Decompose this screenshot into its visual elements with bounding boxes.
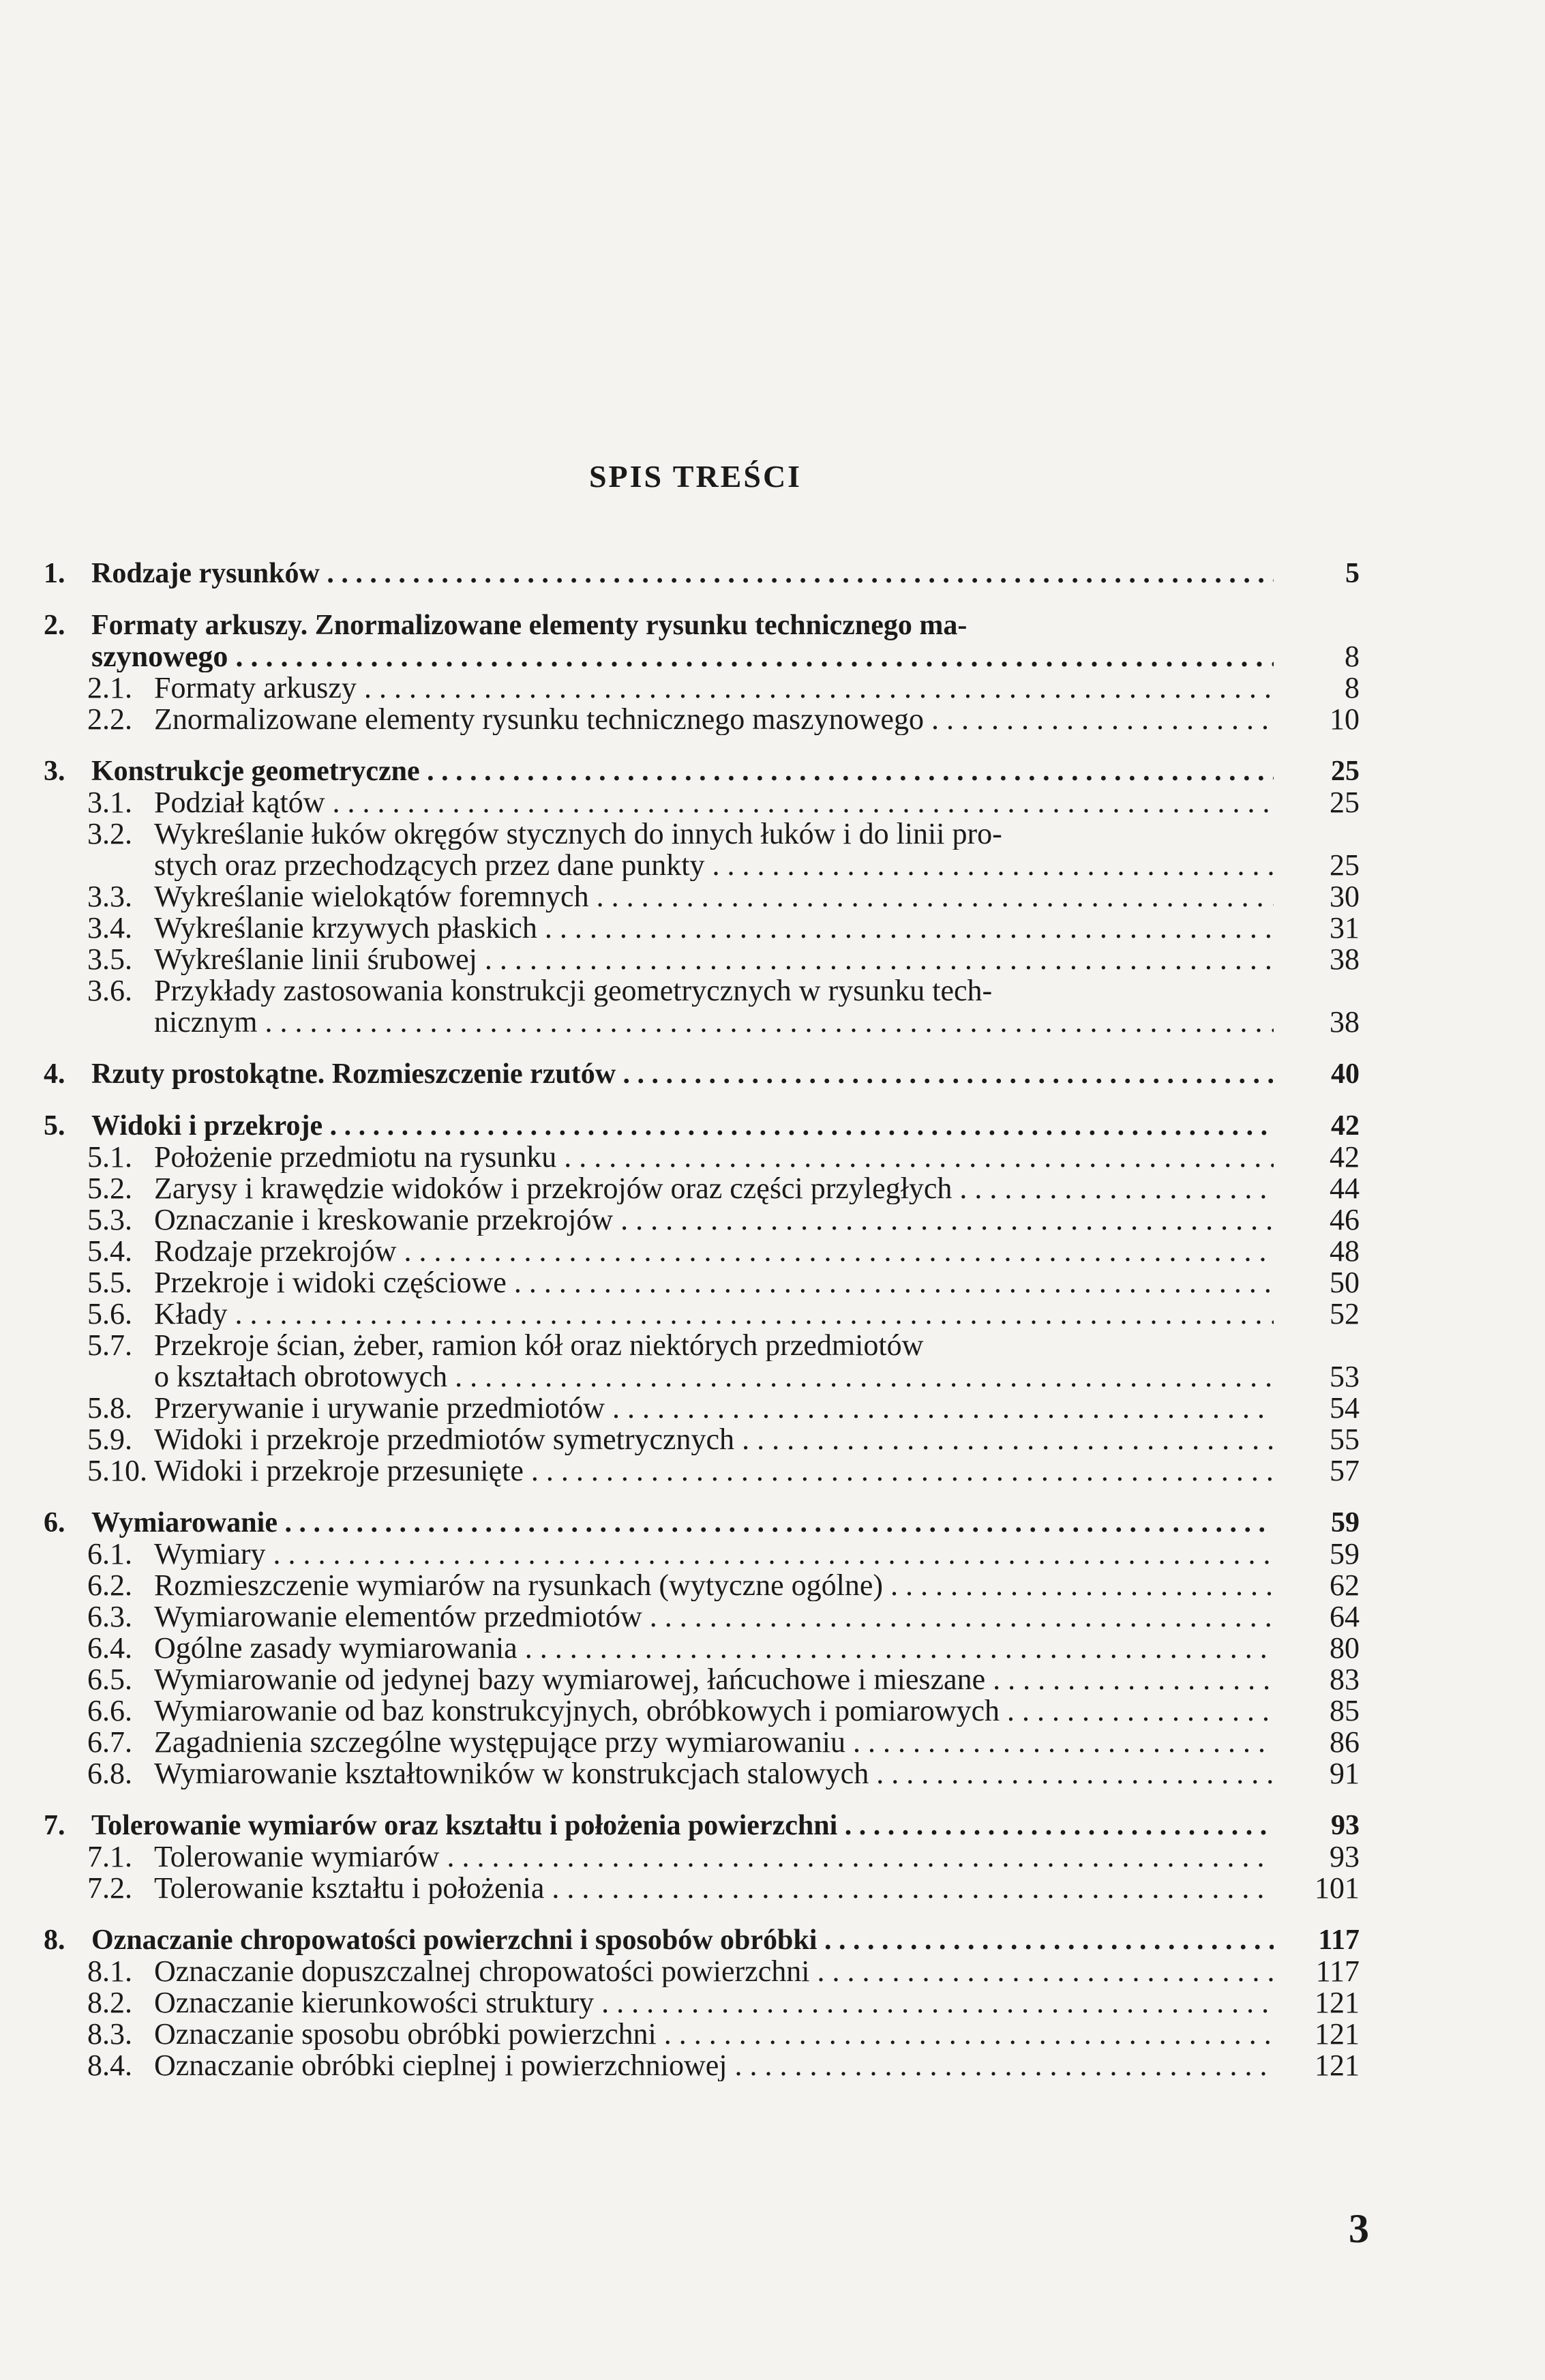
toc-entry-title: Wymiarowanie elementów przedmiotów . . .	[154, 1601, 1274, 1633]
toc-entry-number: 5.4.	[87, 1234, 132, 1268]
toc-entry-number: 8.4.	[87, 2049, 132, 2082]
toc-entry-number: 7.	[44, 1810, 65, 1841]
toc-entry-number: 3.4.	[87, 911, 132, 944]
toc-entry-page: 42	[1331, 1110, 1360, 1142]
toc-entry-title: Formaty arkuszy. Znormalizowane elementy rysunku technicznego ma-	[91, 610, 967, 641]
toc-entry-number: 6.	[44, 1507, 65, 1538]
toc-entry-title: Tolerowanie kształtu i położenia . . .	[154, 1873, 1274, 1904]
toc-entry-title: nicznym . . .	[154, 1007, 1274, 1038]
toc-subsection-row	[44, 1873, 1360, 1904]
toc-entry-number: 6.2.	[87, 1568, 132, 1602]
toc-entry-page: 55	[1330, 1423, 1360, 1456]
toc-entry-number: 5.2.	[87, 1172, 132, 1205]
toc-entry-page: 38	[1330, 942, 1360, 976]
toc-subsection-row	[44, 2050, 1360, 2081]
toc-entry-page: 93	[1331, 1810, 1360, 1841]
toc-subsection-row	[44, 1424, 1360, 1455]
toc-subsection-row	[44, 1956, 1360, 1987]
toc-entry-number: 5.	[44, 1110, 65, 1142]
toc-entry-page: 48	[1330, 1234, 1360, 1268]
toc-entry-page: 31	[1330, 911, 1360, 944]
toc-subsection-row	[44, 1727, 1360, 1758]
toc-chapter-row	[44, 756, 1360, 787]
toc-entry-title: Widoki i przekroje przesunięte . . .	[154, 1455, 1274, 1487]
toc-entry-page: 8	[1345, 640, 1360, 673]
section-gap	[44, 1038, 1360, 1058]
toc-entry-title: Oznaczanie dopuszczalnej chropowatości powierzchni . . .	[154, 1956, 1274, 1987]
toc-subsection-row	[44, 1633, 1360, 1664]
toc-entry-title: Przerywanie i urywanie przedmiotów . . .	[154, 1393, 1274, 1424]
toc-entry-title: Rzuty prostokątne. Rozmieszczenie rzutów . . .	[91, 1058, 1274, 1090]
toc-entry-page: 117	[1318, 1924, 1360, 1956]
section-gap	[44, 1090, 1360, 1110]
toc-subsection-row	[44, 1393, 1360, 1424]
toc-entry-title: Wykreślanie wielokątów foremnych . . .	[154, 881, 1274, 912]
toc-entry-title: o kształtach obrotowych . . .	[154, 1361, 1274, 1393]
toc-entry-title: Rozmieszczenie wymiarów na rysunkach (wytyczne ogólne) . . .	[154, 1570, 1274, 1601]
toc-subsection-row	[44, 1173, 1360, 1204]
toc-entry-number: 6.7.	[87, 1725, 132, 1759]
toc-chapter-row	[44, 1058, 1360, 1090]
section-gap	[44, 1904, 1360, 1924]
toc-chapter-row	[44, 641, 1360, 672]
toc-entry-title: szynowego . . .	[91, 641, 1274, 672]
toc-chapter-row	[44, 1110, 1360, 1142]
toc-entry-page: 86	[1330, 1725, 1360, 1759]
toc-entry-number: 3.	[44, 756, 65, 787]
toc-entry-page: 121	[1315, 2049, 1360, 2082]
toc-chapter-row	[44, 558, 1360, 589]
toc-subsection-row	[44, 704, 1360, 735]
toc-entry-number: 3.3.	[87, 880, 132, 913]
toc-entry-page: 46	[1330, 1203, 1360, 1236]
toc-entry-title: Wymiarowanie . . .	[91, 1507, 1274, 1538]
toc-entry-number: 8.1.	[87, 1954, 132, 1988]
toc-entry-title: Wykreślanie linii śrubowej . . .	[154, 944, 1274, 975]
toc-subsection-row	[44, 787, 1360, 818]
toc-entry-page: 25	[1331, 756, 1360, 787]
toc-entry-title: Położenie przedmiotu na rysunku . . .	[154, 1142, 1274, 1173]
toc-entry-number: 6.8.	[87, 1757, 132, 1790]
toc-entry-number: 5.7.	[87, 1328, 132, 1362]
page-title: SPIS TREŚCI	[588, 459, 802, 494]
toc-entry-number: 6.1.	[87, 1537, 132, 1571]
toc-subsection-row	[44, 1601, 1360, 1633]
toc-entry-page: 53	[1330, 1360, 1360, 1393]
toc-entry-number: 3.5.	[87, 942, 132, 976]
toc-subsection-row	[44, 1298, 1360, 1330]
toc-entry-page: 62	[1330, 1568, 1360, 1602]
toc-entry-page: 57	[1330, 1454, 1360, 1487]
toc-entry-page: 25	[1330, 848, 1360, 882]
section-gap	[44, 1789, 1360, 1810]
page-number: 3	[1349, 2206, 1369, 2251]
toc-entry-number: 4.	[44, 1058, 65, 1090]
toc-entry-title: Widoki i przekroje . . .	[91, 1110, 1274, 1142]
toc-subsection-row	[44, 2019, 1360, 2050]
toc-entry-title: Konstrukcje geometryczne . . .	[91, 756, 1274, 787]
toc-entry-number: 6.5.	[87, 1663, 132, 1696]
toc-subsection-row	[44, 975, 1360, 1007]
toc-subsection-row	[44, 1236, 1360, 1267]
toc-entry-number: 5.1.	[87, 1140, 132, 1174]
toc-entry-number: 3.2.	[87, 817, 132, 850]
toc-subsection-row	[44, 881, 1360, 912]
toc-entry-page: 30	[1330, 880, 1360, 913]
toc-entry-page: 80	[1330, 1631, 1360, 1665]
toc-subsection-row	[44, 1267, 1360, 1298]
toc-entry-page: 8	[1345, 671, 1360, 704]
toc-entry-page: 40	[1331, 1058, 1360, 1090]
toc-entry-title: Oznaczanie sposobu obróbki powierzchni . . .	[154, 2019, 1274, 2050]
toc-entry-title: Zagadnienia szczególne występujące przy wymiarowaniu . . .	[154, 1727, 1274, 1758]
toc-entry-page: 121	[1315, 1986, 1360, 2019]
toc-entry-page: 101	[1315, 1871, 1360, 1905]
toc-entry-number: 6.3.	[87, 1600, 132, 1633]
toc-entry-title: Wymiarowanie od baz konstrukcyjnych, obróbkowych i pomiarowych . . .	[154, 1695, 1274, 1727]
toc-entry-title: Wykreślanie krzywych płaskich . . .	[154, 912, 1274, 944]
toc-entry-title: stych oraz przechodzących przez dane punkty . . .	[154, 850, 1274, 881]
toc-subsection-row	[44, 1142, 1360, 1173]
toc-entry-page: 38	[1330, 1005, 1360, 1039]
toc-entry-title: Rodzaje rysunków . . .	[91, 558, 1274, 589]
toc-entry-page: 83	[1330, 1663, 1360, 1696]
toc-entry-page: 10	[1330, 702, 1360, 736]
toc-entry-number: 1.	[44, 558, 65, 589]
toc-entry-page: 93	[1330, 1840, 1360, 1873]
toc-entry-number: 2.	[44, 610, 65, 641]
toc-chapter-row	[44, 610, 1360, 641]
toc-entry-page: 44	[1330, 1172, 1360, 1205]
toc-entry-page: 5	[1345, 558, 1360, 589]
toc-chapter-row	[44, 1810, 1360, 1841]
toc-entry-title: Przykłady zastosowania konstrukcji geometrycznych w rysunku tech-	[154, 975, 993, 1007]
toc-subsection-row	[44, 1538, 1360, 1570]
toc-entry-title: Zarysy i krawędzie widoków i przekrojów oraz części przyległych . . .	[154, 1173, 1274, 1204]
toc-entry-title: Tolerowanie wymiarów oraz kształtu i położenia powierzchni . . .	[91, 1810, 1274, 1841]
toc-entry-page: 59	[1331, 1507, 1360, 1538]
toc-subsection-row	[44, 1758, 1360, 1789]
toc-subsection-row	[44, 672, 1360, 704]
toc-entry-title: Oznaczanie obróbki cieplnej i powierzchniowej . . .	[154, 2050, 1274, 2081]
toc-entry-title: Znormalizowane elementy rysunku technicznego maszynowego . . .	[154, 704, 1274, 735]
toc-entry-number: 7.2.	[87, 1871, 132, 1905]
toc-entry-page: 50	[1330, 1266, 1360, 1299]
toc-entry-page: 91	[1330, 1757, 1360, 1790]
toc-entry-title: Przekroje i widoki częściowe . . .	[154, 1267, 1274, 1298]
toc-entry-title: Tolerowanie wymiarów . . .	[154, 1841, 1274, 1873]
toc-subsection-row	[44, 1455, 1360, 1487]
toc-subsection-row	[44, 1987, 1360, 2019]
toc-entry-title: Rodzaje przekrojów . . .	[154, 1236, 1274, 1267]
section-gap	[44, 735, 1360, 756]
toc-subsection-row	[44, 1007, 1360, 1038]
toc-entry-number: 8.	[44, 1924, 65, 1956]
toc-entry-number: 5.6.	[87, 1297, 132, 1330]
toc-entry-title: Podział kątów . . .	[154, 787, 1274, 818]
toc-entry-title: Widoki i przekroje przedmiotów symetrycznych . . .	[154, 1424, 1274, 1455]
toc-subsection-row	[44, 850, 1360, 881]
toc-entry-page: 85	[1330, 1694, 1360, 1727]
table-of-contents	[44, 558, 1360, 2081]
toc-entry-page: 25	[1330, 786, 1360, 819]
toc-subsection-row	[44, 1664, 1360, 1695]
toc-entry-title: Oznaczanie i kreskowanie przekrojów . . .	[154, 1204, 1274, 1236]
toc-entry-title: Wymiarowanie od jedynej bazy wymiarowej, łańcuchowe i mieszane . . .	[154, 1664, 1274, 1695]
toc-entry-number: 5.3.	[87, 1203, 132, 1236]
section-gap	[44, 1487, 1360, 1507]
toc-subsection-row	[44, 944, 1360, 975]
toc-entry-title: Wymiarowanie kształtowników w konstrukcjach stalowych . . .	[154, 1758, 1274, 1789]
toc-entry-page: 64	[1330, 1600, 1360, 1633]
toc-entry-number: 6.6.	[87, 1694, 132, 1727]
toc-entry-page: 42	[1330, 1140, 1360, 1174]
toc-entry-title: Oznaczanie kierunkowości struktury . . .	[154, 1987, 1274, 2019]
toc-chapter-row	[44, 1924, 1360, 1956]
toc-subsection-row	[44, 1841, 1360, 1873]
toc-entry-number: 5.9.	[87, 1423, 132, 1456]
toc-entry-page: 54	[1330, 1391, 1360, 1425]
toc-entry-page: 52	[1330, 1297, 1360, 1330]
toc-chapter-row	[44, 1507, 1360, 1538]
toc-entry-number: 5.8.	[87, 1391, 132, 1425]
toc-subsection-row	[44, 1330, 1360, 1361]
toc-entry-title: Wymiary . . .	[154, 1538, 1274, 1570]
toc-subsection-row	[44, 1570, 1360, 1601]
toc-entry-title: Kłady . . .	[154, 1298, 1274, 1330]
toc-subsection-row	[44, 818, 1360, 850]
toc-entry-title: Formaty arkuszy . . .	[154, 672, 1274, 704]
toc-entry-number: 6.4.	[87, 1631, 132, 1665]
toc-entry-page: 59	[1330, 1537, 1360, 1571]
toc-entry-title: Ogólne zasady wymiarowania . . .	[154, 1633, 1274, 1664]
toc-entry-number: 2.1.	[87, 671, 132, 704]
toc-entry-number: 3.6.	[87, 974, 132, 1007]
section-gap	[44, 589, 1360, 610]
toc-entry-title: Wykreślanie łuków okręgów stycznych do innych łuków i do linii pro-	[154, 818, 1002, 850]
toc-entry-title: Przekroje ścian, żeber, ramion kół oraz niektórych przedmiotów	[154, 1330, 924, 1361]
toc-entry-page: 121	[1315, 2017, 1360, 2051]
toc-entry-page: 117	[1315, 1954, 1360, 1988]
toc-entry-number: 5.5.	[87, 1266, 132, 1299]
toc-entry-number: 7.1.	[87, 1840, 132, 1873]
toc-subsection-row	[44, 1361, 1360, 1393]
toc-entry-number: 3.1.	[87, 786, 132, 819]
toc-subsection-row	[44, 912, 1360, 944]
toc-subsection-row	[44, 1204, 1360, 1236]
toc-subsection-row	[44, 1695, 1360, 1727]
toc-entry-number: 8.2.	[87, 1986, 132, 2019]
toc-entry-title: Oznaczanie chropowatości powierzchni i sposobów obróbki . . .	[91, 1924, 1274, 1956]
toc-entry-number: 5.10.	[87, 1454, 147, 1487]
toc-entry-number: 2.2.	[87, 702, 132, 736]
toc-entry-number: 8.3.	[87, 2017, 132, 2051]
